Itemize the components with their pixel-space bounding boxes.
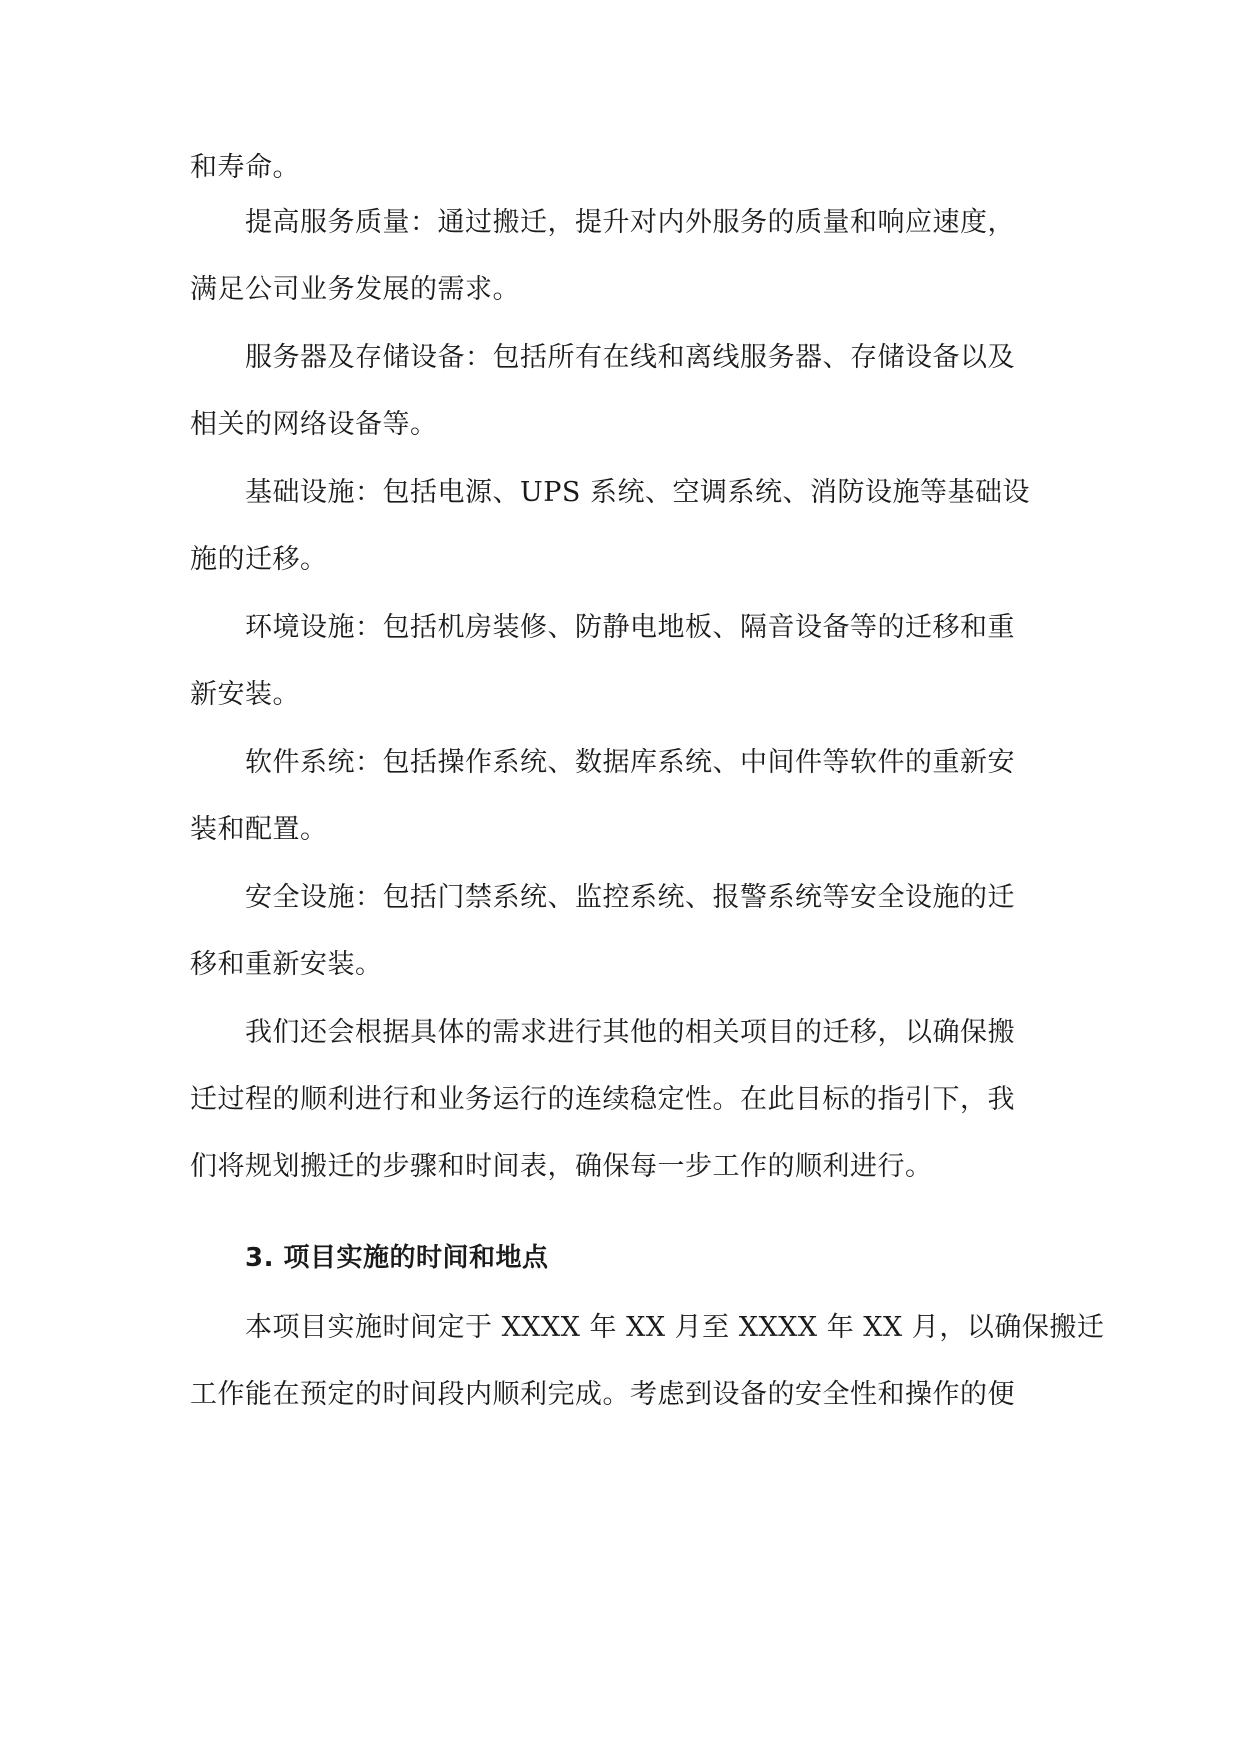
- paragraph-line: 移和重新安装。: [190, 949, 383, 980]
- paragraph-line: 装和配置。: [190, 814, 328, 845]
- paragraph-line: 安全设施：包括门禁系统、监控系统、报警系统等安全设施的迁: [245, 882, 1015, 913]
- paragraph-line: 满足公司业务发展的需求。: [190, 274, 520, 305]
- paragraph-line: 们将规划搬迁的步骤和时间表，确保每一步工作的顺利进行。: [190, 1151, 933, 1182]
- paragraph-line: 软件系统：包括操作系统、数据库系统、中间件等软件的重新安: [245, 747, 1015, 778]
- paragraph-line: 工作能在预定的时间段内顺利完成。考虑到设备的安全性和操作的便: [190, 1379, 1015, 1410]
- paragraph-line: 我们还会根据具体的需求进行其他的相关项目的迁移，以确保搬: [245, 1017, 1015, 1048]
- paragraph-line: 和寿命。: [190, 152, 300, 183]
- paragraph-line: 新安装。: [190, 679, 300, 710]
- paragraph-line: 环境设施：包括机房装修、防静电地板、隔音设备等的迁移和重: [245, 612, 1015, 643]
- paragraph-line: 施的迁移。: [190, 544, 328, 575]
- section-heading: 3. 项目实施的时间和地点: [245, 1243, 549, 1273]
- paragraph-line: 提高服务质量：通过搬迁，提升对内外服务的质量和响应速度，: [245, 207, 1015, 238]
- paragraph-line: 基础设施：包括电源、UPS 系统、空调系统、消防设施等基础设: [245, 477, 1030, 508]
- paragraph-line: 相关的网络设备等。: [190, 409, 438, 440]
- paragraph-line: 本项目实施时间定于 XXXX 年 XX 月至 XXXX 年 XX 月，以确保搬迁: [245, 1312, 1105, 1343]
- paragraph-line: 服务器及存储设备：包括所有在线和离线服务器、存储设备以及: [245, 342, 1015, 373]
- paragraph-line: 迁过程的顺利进行和业务运行的连续稳定性。在此目标的指引下，我: [190, 1084, 1015, 1115]
